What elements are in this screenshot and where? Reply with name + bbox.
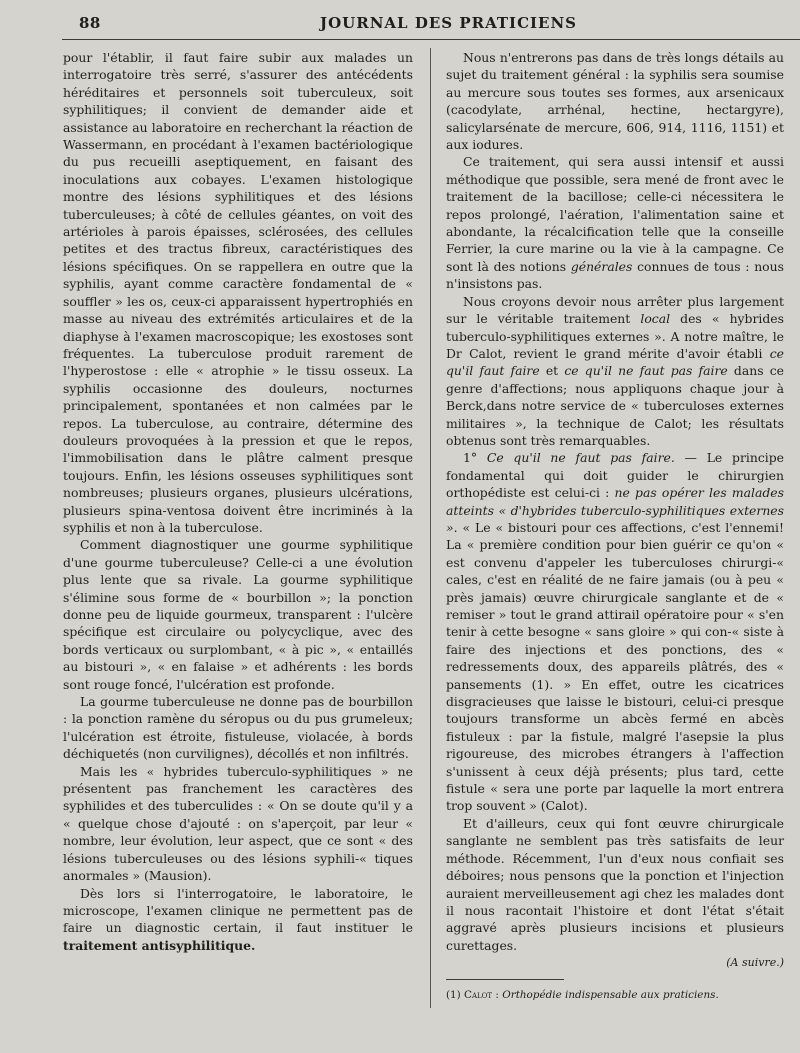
footnote-marker: (1) <box>446 989 465 1001</box>
emphasis-text: générales <box>570 258 633 274</box>
section-heading: Ce qu'il ne faut pas faire. <box>486 450 675 466</box>
continuation-note: (A suivre.) <box>726 956 784 970</box>
paragraph-text: « Le « bistouri pour ces affections, c'est l'ennemi! La « première condition pour bien guérir ce qu'on « est convenu d'appeler les tuberculoses chirurgi-« cales, c'est en réalité de ne faire jamais (ou à peu « près jamais) œuvre chirurgicale sanglante et de « remiser » tout le grand attirail opératoire pour « s'en tenir à cette besogne « sans gloire » qui con-« siste à faire des injections et des ponctions, des « redressements doux, des appareils plâtrés, des « pansements (1). » En effet, outre les cicatrices disgracieuses que laisse le bistouri, celui-ci presque toujours transforme un abcès fermé en abcès fistuleux : par la fistule, malgré l'asepsie la plus rigoureuse, des microbes étrangers à l'affection s'unissent à ceux déjà présents; plus tard, cette fistule « sera une porte par laquelle la mort entrera trop souvent » (Calot). <box>446 519 784 814</box>
left-column <box>63 49 413 954</box>
paragraph-text: dans ce genre d'affections; nous appliquons chaque jour à Berck,dans notre service de « tuberculoses externes militaires », la technique de Calot; les résultats obtenus sont très remarquables. <box>446 363 784 448</box>
paragraph <box>446 293 784 450</box>
journal-title: JOURNAL DES PRATICIENS <box>320 14 577 32</box>
emphasis-text: ce qu'il ne faut pas faire <box>564 363 728 379</box>
footnote <box>446 988 784 1002</box>
paragraph: pour l'établir, il faut faire subir aux malades un interrogatoire très serré, s'assurer des antécédents héréditaires et personnels soit tuberculeux, soit syphilitiques; il convient de demander aide et assistance au laboratoire en recherchant la réaction de Wassermann, en procédant à l'examen bactériologique du pus recueilli aseptiquement, en faisant des inoculations aux cobayes. L'examen histologique montre des lésions syphilitiques et des lésions tuberculeuses; à côté de cellules géantes, on voit des artérioles à parois épaisses, sclérosées, des cellules petites et des tractus fibreux, caractéristiques des lésions spécifiques. On se rappellera en outre que la syphilis, ayant comme caractère fondamental de « souffler » les os, ceux-ci apparaissent hypertrophiés en masse au niveau des extrémités articulaires et de la diaphyse à l'examen macroscopique; les exostoses sont fréquentes. La tuberculose produit rarement de l'hyperostose : elle « atrophie » le tissu osseux. La syphilis occasionne des douleurs, nocturnes principalement, spontanées et non calmées par le repos. La tuberculose, au contraire, détermine des douleurs provoquées à la pression et que le repos, l'immobilisation dans le plâtre calment presque toujours. Enfin, les lésions osseuses syphilitiques sont nombreuses; plusieurs organes, plusieurs ulcérations, plusieurs spina-ventosa doivent être incriminés à la syphilis et non à la tuberculose. <box>63 50 413 535</box>
paragraph-text: Ce traitement, qui sera aussi intensif et aussi méthodique que possible, sera mené de front avec le traitement de la bacillose; celle-ci nécessitera le repos prolongé, l'aération, l'alimentation saine et abondante, la récalcification telle que la conseille Ferrier, la cure marine ou la vie à la campagne. Ce sont là des notions <box>446 154 784 274</box>
footnote-work: Orthopédie indispensable aux praticiens. <box>502 989 719 1001</box>
paragraph: Comment diagnostiquer une gourme syphilitique d'une gourme tuberculeuse? Celle-ci a une évolution plus lente que sa rivale. La gourme syphilitique s'élimine sous forme de « bourbillon »; la ponction donne peu de liquide gourmeux, transparent : l'ulcère spécifique est circulaire ou polycyclique, avec des bords verticaux ou surplombant, « à pic », « entaillés au bistouri », « en falaise » et adhérents : les bords sont rouge foncé, l'ulcération est profonde. <box>63 537 413 692</box>
paragraph-text: — Le principe fondamental qui doit guider le chirurgien orthopédiste est celui-ci : <box>446 450 784 501</box>
paragraph-text: connues de tous : nous n'insistons pas. <box>446 258 784 292</box>
paragraph: Nous n'entrerons pas dans de très longs détails au sujet du traitement général : la syphilis sera soumise au mercure sous toutes ses formes, aux arsenicaux (cacodylate, arrhénal, hectine, hectargyre), salicylarsénate de mercure, 606, 914, 1116, 1151) et aux iodures. <box>446 50 784 153</box>
paragraph-text: des « hybrides tuberculo-syphilitiques externes ». A notre maître, le Dr Calot, revient le grand mérite d'avoir établi <box>446 311 784 361</box>
paragraph: Mais les « hybrides tuberculo-syphilitiques » ne présentent pas franchement les caractères des syphilides et des tuberculides : « On se doute qu'il y a « quelque chose d'ajouté : on s'aperçoit, par leur « nombre, leur évolution, leur aspect, que ce sont « des lésions tuberculeuses ou des lésions syphili-« tiques anormales » (Mausion). <box>63 763 413 884</box>
section-number: 1° <box>463 450 487 466</box>
emphasis-text: local <box>640 311 671 327</box>
emphasis-text: ne pas opérer les malades atteints « d'hybrides tuberculo-syphilitiques externes ». <box>446 485 784 535</box>
column-divider <box>430 48 431 1008</box>
paragraph <box>63 885 413 955</box>
page-number: 88 <box>79 14 101 32</box>
paragraph-text: Nous croyons devoir nous arrêter plus largement sur le véritable traitement <box>446 293 784 327</box>
paragraph: La gourme tuberculeuse ne donne pas de bourbillon : la ponction ramène du séropus ou du pus grumeleux; l'ulcération est étroite, fistuleuse, violacée, à bords déchiquetés (non curvilignes), décollés et non infiltrés. <box>63 694 413 762</box>
header-rule <box>62 39 800 40</box>
emphasis-text: ce qu'il faut faire <box>446 345 784 379</box>
footnote-rule <box>446 979 564 980</box>
footnote-author: Calot <box>464 989 493 1001</box>
footnote-separator: : <box>492 989 503 1001</box>
paragraph <box>446 153 784 292</box>
paragraph-text: Dès lors si l'interrogatoire, le laboratoire, le microscope, l'examen clinique ne permettent pas de faire un diagnostic certain, il faut instituer le <box>63 885 413 936</box>
right-column <box>446 49 784 972</box>
paragraph-text: et <box>539 363 565 379</box>
paragraph <box>446 449 784 815</box>
paragraph: Et d'ailleurs, ceux qui font œuvre chirurgicale sanglante ne semblent pas très satisfaits de leur méthode. Récemment, l'un d'eux nous confiait ses déboires; nous pensons que la ponction et l'injection auraient merveilleusement agi chez les malades dont il nous racontait l'histoire et dont l'état s'était aggravé après plusieurs incisions et plusieurs curettages. <box>446 815 784 953</box>
bold-text: traitement antisyphilitique. <box>63 937 256 953</box>
running-header <box>0 6 800 36</box>
